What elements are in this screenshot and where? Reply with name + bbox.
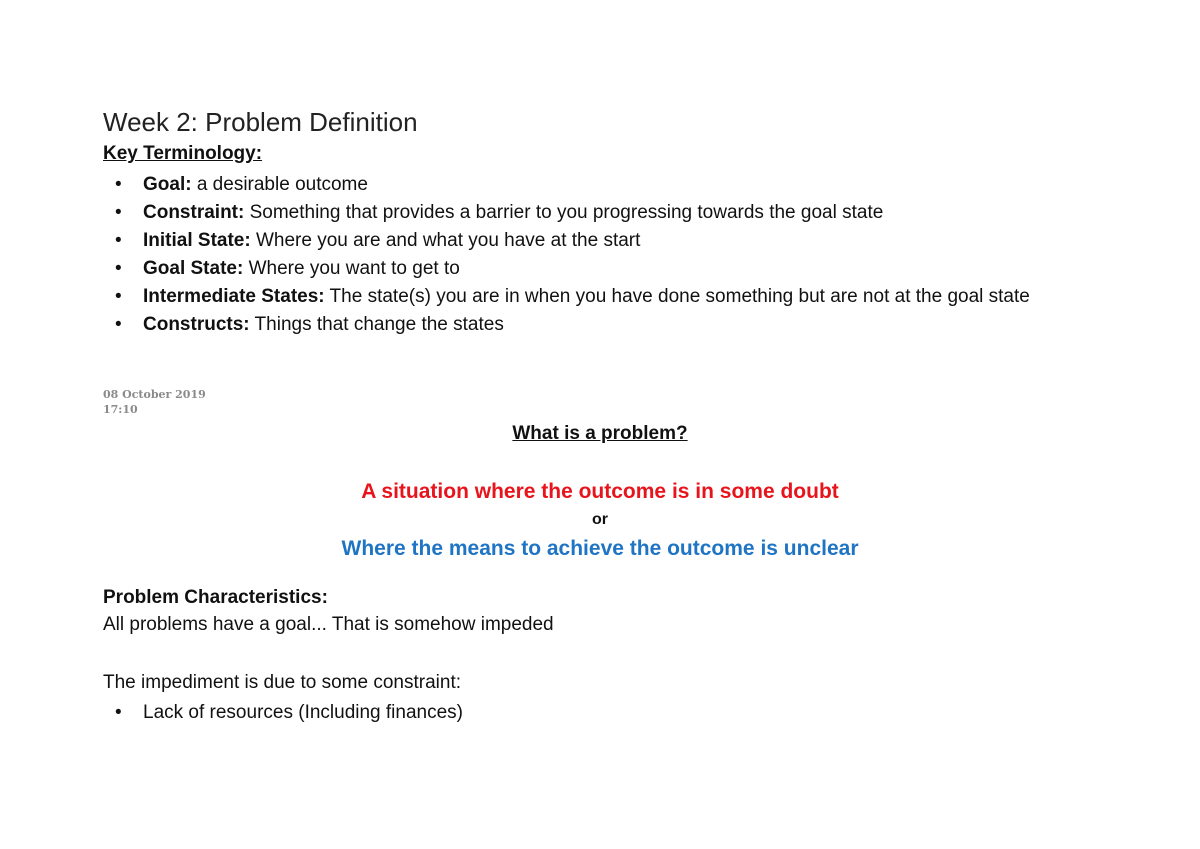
term-definition: Where you want to get to	[243, 258, 460, 279]
key-terminology-list	[103, 171, 1083, 339]
problem-characteristics-text: All problems have a goal... That is somehow impeded	[103, 614, 554, 635]
bullet-icon: •	[115, 258, 122, 279]
or-separator: or	[592, 511, 608, 528]
impediment-text: The impediment is due to some constraint:	[103, 672, 462, 693]
term-definition: Where you are and what you have at the start	[250, 230, 641, 251]
timestamp-time: 17:10	[103, 403, 138, 416]
term-label: Constraint:	[143, 202, 245, 223]
problem-characteristics-heading: Problem Characteristics:	[103, 587, 328, 608]
bullet-icon: •	[115, 202, 122, 223]
page-title: Week 2: Problem Definition	[103, 107, 418, 137]
list-item	[103, 255, 1083, 283]
list-item	[103, 227, 1083, 255]
term-label: Goal:	[143, 174, 192, 195]
term-label: Intermediate States:	[143, 286, 325, 307]
definition-means-unclear: Where the means to achieve the outcome is unclear	[341, 537, 859, 560]
impediment-list	[103, 699, 463, 727]
list-item	[103, 283, 1083, 311]
bullet-icon: •	[115, 286, 122, 307]
term-definition: Something that provides a barrier to you progressing towards the goal state	[244, 202, 884, 223]
what-is-problem-heading: What is a problem?	[512, 423, 688, 444]
term-label: Goal State:	[143, 258, 244, 279]
term-definition: Things that change the states	[249, 314, 504, 335]
bullet-icon: •	[115, 702, 122, 723]
term-label: Initial State:	[143, 230, 251, 251]
term-definition: The state(s) you are in when you have done something but are not at the goal state	[324, 286, 1030, 307]
list-item	[103, 311, 1083, 339]
timestamp	[103, 387, 206, 417]
definition-outcome-doubt: A situation where the outcome is in some doubt	[361, 480, 839, 503]
list-item	[103, 171, 1083, 199]
term-label: Constructs:	[143, 314, 250, 335]
impediment-item: Lack of resources (Including finances)	[143, 702, 463, 723]
bullet-icon: •	[115, 230, 122, 251]
list-item	[103, 699, 463, 727]
list-item	[103, 199, 1083, 227]
bullet-icon: •	[115, 314, 122, 335]
key-terminology-heading: Key Terminology:	[103, 143, 263, 164]
term-definition: a desirable outcome	[191, 174, 368, 195]
bullet-icon: •	[115, 174, 122, 195]
timestamp-date: 08 October 2019	[103, 388, 206, 401]
